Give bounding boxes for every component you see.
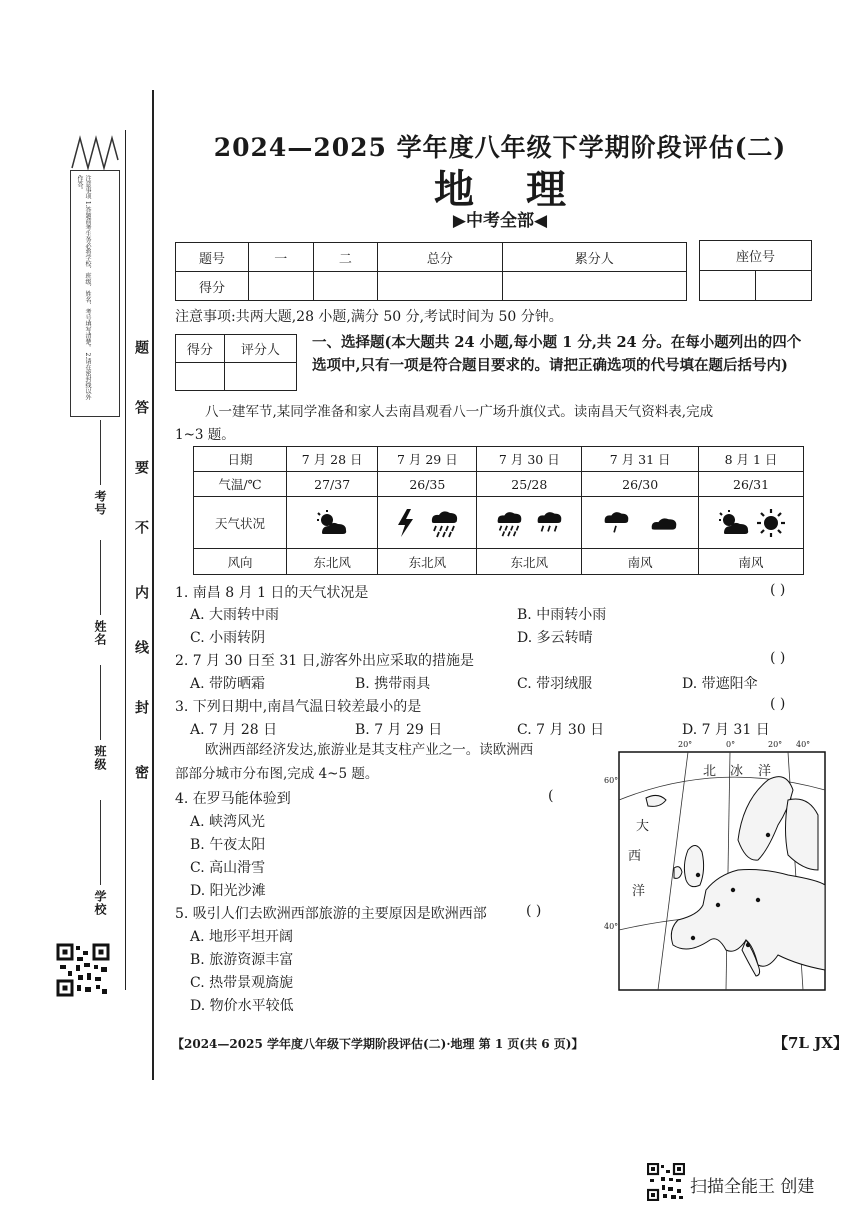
binding-notice-box [70,170,120,417]
binding-line-outer [152,90,154,1080]
weather-status-label: 天气状况 [194,497,287,549]
weather-header-day: 7 月 31 日 [582,447,699,472]
question-1-stem: 1. 南昌 8 月 1 日的天气状况是 [175,585,369,601]
binding-word-8: 密 [133,765,149,780]
question-5-stem: 5. 吸引人们去欧洲西部旅游的主要原因是欧洲西部 [175,906,487,922]
binding-word-6: 线 [133,640,149,655]
option-2b[interactable]: B. 携带雨具 [355,676,431,692]
heavy-rain-icon [494,508,524,538]
section-score-table [175,334,297,391]
weather-status-cell [378,497,477,549]
intro-2-line-1: 欧洲西部经济发达,旅游业是其支柱产业之一。读欧洲西 [205,742,534,758]
seat-table [699,240,812,301]
map-sea-label: 大 [636,819,650,834]
weather-header-day: 8 月 1 日 [699,447,804,472]
map-lon-label: 20° [678,740,693,749]
map-lat-label: 60° [604,776,619,785]
map-sea-label: 西 [628,849,642,864]
field-school[interactable] [100,800,101,885]
section-1-heading: 一、选择题(本大题共 24 小题,每小题 1 分,共 24 分。在每小题列出的四个选项中,只有一项是符合题目要求的。请把正确选项的代号填在题后括号内) [312,334,802,374]
field-class[interactable] [100,665,101,740]
map-lon-label: 0° [726,740,736,749]
option-5d[interactable]: D. 物价水平较低 [190,998,294,1014]
weather-header-day: 7 月 28 日 [287,447,378,472]
option-3a[interactable]: A. 7 月 28 日 [190,722,278,738]
score-col-header: 题号 [176,243,249,272]
option-4b[interactable]: B. 午夜太阳 [190,837,266,853]
weather-temp-label: 气温/℃ [194,472,287,497]
binding-line-inner [125,130,126,990]
question-2-stem: 2. 7 月 30 日至 31 日,游客外出应采取的措施是 [175,653,475,669]
option-4a[interactable]: A. 峡湾风光 [190,814,266,830]
field-name[interactable] [100,540,101,615]
binding-notice-text: 注意事项 1.答题前考生务必将学校、班级、姓名、考号填写清楚。 2.请在密封线以外作答。 [76,175,91,401]
option-1c[interactable]: C. 小雨转阴 [190,630,266,646]
binding-zigzag [70,130,120,170]
binding-word-5: 内 [133,585,149,600]
label-school: 学校 [93,890,107,916]
option-2d[interactable]: D. 带遮阳伞 [682,676,758,692]
option-4c[interactable]: C. 高山滑雪 [190,860,266,876]
weather-table [193,446,804,575]
map-sea-label: 冰 [730,764,744,779]
map-sea-label: 北 [703,764,717,779]
light-rain-icon [601,508,631,538]
weather-wind-cell: 南风 [699,549,804,575]
weather-wind-cell: 南风 [582,549,699,575]
score-cell-total[interactable] [378,272,502,301]
lightning-icon [394,508,416,538]
option-5a[interactable]: A. 地形平坦开阔 [190,929,294,945]
watermark-qr-icon [647,1163,685,1201]
question-2-answer[interactable]: ( ) [770,650,786,666]
score-cell-1[interactable] [249,272,314,301]
weather-header-day: 7 月 30 日 [477,447,582,472]
field-exam-number[interactable] [100,420,101,485]
weather-wind-cell: 东北风 [287,549,378,575]
weather-wind-label: 风向 [194,549,287,575]
label-exam-number: 考号 [93,490,107,516]
overcast-icon [649,513,679,533]
score-col-total: 总分 [378,243,502,272]
weather-wind-cell: 东北风 [477,549,582,575]
option-4d[interactable]: D. 阳光沙滩 [190,883,266,899]
weather-temp-cell: 27/37 [287,472,378,497]
score-col-2: 二 [313,243,378,272]
exam-notice [175,306,563,326]
question-1-answer[interactable]: ( ) [770,582,786,598]
option-5c[interactable]: C. 热带景观旖旎 [190,975,294,991]
seat-cell-1[interactable] [700,271,756,301]
section-grader-label: 评分人 [224,335,296,363]
question-4-stem: 4. 在罗马能体验到 [175,791,291,807]
binding-word-2: 答 [133,400,149,415]
seat-label: 座位号 [700,241,812,271]
binding-word-7: 封 [133,700,149,715]
scanner-watermark: 扫描全能王 创建 [690,1177,815,1197]
option-1b[interactable]: B. 中雨转小雨 [517,607,607,623]
option-3b[interactable]: B. 7 月 29 日 [355,722,443,738]
option-5b[interactable]: B. 旅游资源丰富 [190,952,294,968]
intro-1-line-1: 八一建军节,某同学准备和家人去南昌观看八一广场升旗仪式。读南昌天气资料表,完成 [205,404,714,420]
option-2a[interactable]: A. 带防晒霜 [190,676,266,692]
map-lat-label: 40° [604,922,619,931]
score-col-grader: 累分人 [502,243,686,272]
option-2c[interactable]: C. 带羽绒服 [517,676,593,692]
weather-status-cell [477,497,582,549]
intro-1-line-2: 1~3 题。 [175,427,235,443]
section-grader-cell[interactable] [224,363,296,391]
europe-map [604,740,826,992]
page-footer: 【2024—2025 学年度八年级下学期阶段评估(二)·地理 第 1 页(共 6 页)】 [172,1037,584,1051]
exam-notice-text: 注意事项:共两大题,28 小题,满分 50 分,考试时间为 50 分钟。 [175,309,563,325]
option-3c[interactable]: C. 7 月 30 日 [517,722,605,738]
moderate-rain-icon [534,508,564,538]
exam-scope-tag: ▶中考全部◀ [452,211,548,231]
score-cell-grader[interactable] [502,272,686,301]
label-class: 班级 [93,745,107,771]
question-5-answer[interactable]: ( ) [526,903,542,919]
score-cell-2[interactable] [313,272,378,301]
binding-word-3: 要 [133,460,149,475]
weather-status-cell [699,497,804,549]
qr-code-icon [56,943,110,997]
weather-header-day: 7 月 29 日 [378,447,477,472]
intro-2-line-2: 部部分城市分布图,完成 4~5 题。 [175,766,379,782]
seat-cell-2[interactable] [755,271,811,301]
paper-code: 【7L JX】 [773,1034,848,1052]
weather-wind-cell: 东北风 [378,549,477,575]
map-lon-label: 40° [796,740,811,749]
binding-word-4: 不 [133,520,149,535]
score-table [175,242,687,301]
question-3-answer[interactable]: ( ) [770,696,786,712]
question-3-stem: 3. 下列日期中,南昌气温日较差最小的是 [175,699,422,715]
label-name: 姓名 [93,620,107,646]
subject-title: 地理 [434,166,618,213]
heavy-rain-icon [428,508,460,538]
weather-temp-cell: 26/31 [699,472,804,497]
map-lon-label: 20° [768,740,783,749]
weather-header-date: 日期 [194,447,287,472]
option-1a[interactable]: A. 大雨转中雨 [190,607,280,623]
score-col-1: 一 [249,243,314,272]
map-sea-label: 洋 [758,764,772,779]
option-1d[interactable]: D. 多云转晴 [517,630,593,646]
weather-temp-cell: 26/35 [378,472,477,497]
question-4-answer[interactable]: ( [548,788,554,804]
section-score-label: 得分 [176,335,225,363]
partly-cloudy-icon [716,509,752,537]
score-row-label: 得分 [176,272,249,301]
sunny-icon [756,508,786,538]
binding-word-1: 题 [133,340,149,355]
weather-status-cell [582,497,699,549]
weather-temp-cell: 26/30 [582,472,699,497]
exam-title: 2024—2025 学年度八年级下学期阶段评估(二) [213,133,787,162]
map-sea-label: 洋 [632,884,646,899]
weather-temp-cell: 25/28 [477,472,582,497]
weather-status-cell [287,497,378,549]
option-3d[interactable]: D. 7 月 31 日 [682,722,770,738]
partly-cloudy-icon [314,509,350,537]
section-score-cell[interactable] [176,363,225,391]
